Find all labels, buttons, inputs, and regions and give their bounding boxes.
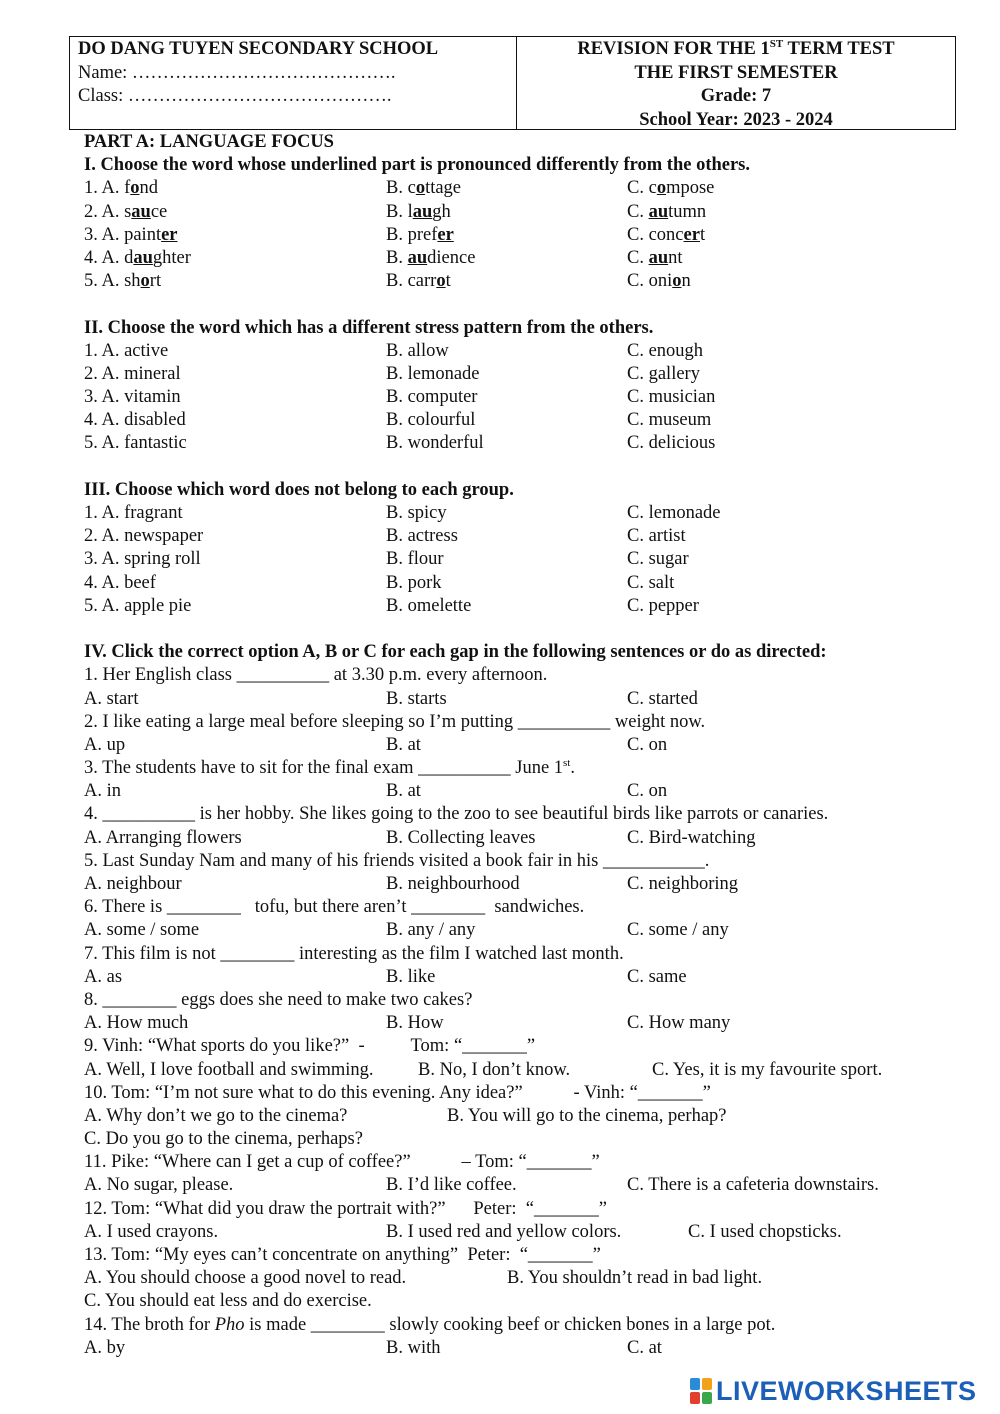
question-7-options xyxy=(84,966,964,989)
semester: THE FIRST SEMESTER xyxy=(634,62,838,83)
option-c[interactable]: C. lemonade xyxy=(627,503,721,523)
question-14-options xyxy=(84,1337,964,1360)
question-row xyxy=(84,224,964,247)
option-b[interactable]: B. You will go to the cinema, perhap? xyxy=(447,1105,727,1126)
question-7: 7. This film is not ________ interesting as the film I watched last month. xyxy=(84,943,624,964)
question-4-options xyxy=(84,827,964,850)
question-12-options xyxy=(84,1221,964,1244)
question-9: 9. Vinh: “What sports do you like?” - Tom: “_______” xyxy=(84,1036,536,1057)
question-row xyxy=(84,177,964,200)
question-row xyxy=(84,270,964,293)
option-c[interactable]: C. How many xyxy=(627,1013,731,1034)
question-1-options xyxy=(84,688,964,711)
option-b[interactable]: B. omelette xyxy=(386,595,472,616)
question-row xyxy=(84,525,964,548)
section-2-title: II. Choose the word which has a different stress pattern from the others. xyxy=(84,317,654,338)
test-title: REVISION FOR THE 1ST TERM TEST xyxy=(577,37,895,59)
option-b[interactable]: B. wonderful xyxy=(386,433,484,454)
question-4: 4. __________ is her hobby. She likes going to the zoo to see beautiful birds like parrots or canaries. xyxy=(84,804,829,825)
section-2-rows xyxy=(84,340,964,456)
name-line: Name: ……………………………………. xyxy=(78,62,396,83)
option-a[interactable]: 3. A. painter xyxy=(84,224,178,245)
option-c[interactable]: C. Bird-watching xyxy=(627,827,756,848)
option-a[interactable]: A. some / some xyxy=(84,920,200,941)
option-a[interactable]: A. by xyxy=(84,1337,126,1358)
option-a[interactable]: 4. A. daughter xyxy=(84,247,191,268)
option-a[interactable]: 4. A. beef xyxy=(84,572,156,593)
option-a[interactable]: 1. A. active xyxy=(84,340,169,361)
option-a[interactable]: 4. A. disabled xyxy=(84,410,186,431)
liveworksheets-logo: LIVEWORKSHEETS xyxy=(690,1374,977,1408)
option-b[interactable]: B. computer xyxy=(386,387,478,408)
option-b[interactable]: B. Collecting leaves xyxy=(386,827,536,848)
option-b[interactable]: B. How xyxy=(386,1013,444,1034)
option-c[interactable]: C. started xyxy=(627,688,698,709)
question-row xyxy=(84,201,964,224)
question-11: 11. Pike: “Where can I get a cup of coffee?” – Tom: “_______” xyxy=(84,1152,600,1173)
option-b[interactable]: B. actress xyxy=(386,526,458,547)
option-a[interactable]: A. You should choose a good novel to read. xyxy=(84,1268,407,1289)
option-a[interactable]: 2. A. sauce xyxy=(84,201,168,222)
option-b[interactable]: B. I’d like coffee. xyxy=(386,1175,517,1196)
option-c[interactable]: C. gallery xyxy=(627,363,700,384)
question-row xyxy=(84,432,964,455)
option-b[interactable]: B. I used red and yellow colors. xyxy=(386,1221,622,1242)
option-b[interactable]: B. pork xyxy=(386,572,442,593)
question-6: 6. There is ________ tofu, but there aren’t ________ sandwiches. xyxy=(84,897,585,918)
header-box xyxy=(69,36,956,130)
option-a[interactable]: 2. A. newspaper xyxy=(84,526,204,547)
option-a[interactable]: 5. A. fantastic xyxy=(84,433,187,454)
school-year: School Year: 2023 - 2024 xyxy=(639,109,833,130)
question-10-option-c[interactable]: C. Do you go to the cinema, perhaps? xyxy=(84,1129,363,1150)
option-c[interactable]: C. on xyxy=(627,734,668,755)
question-row xyxy=(84,548,964,571)
option-a[interactable]: A. Why don’t we go to the cinema? xyxy=(84,1105,348,1126)
question-row xyxy=(84,340,964,363)
question-12: 12. Tom: “What did you draw the portrait with?” Peter: “_______” xyxy=(84,1198,607,1219)
option-b[interactable]: B. at xyxy=(386,734,421,755)
option-b[interactable]: B. starts xyxy=(386,688,447,709)
class-line: Class: ……………………………………. xyxy=(78,86,392,106)
option-a[interactable]: A. No sugar, please. xyxy=(84,1175,234,1196)
option-b[interactable]: B. lemonade xyxy=(386,363,480,384)
option-a[interactable]: 5. A. apple pie xyxy=(84,595,192,616)
option-b[interactable]: B. spicy xyxy=(386,503,447,523)
section-3-title: III. Choose which word does not belong to each group. xyxy=(84,479,514,500)
header-left xyxy=(70,37,517,129)
option-b[interactable]: B. allow xyxy=(386,340,449,361)
option-a[interactable]: A. neighbour xyxy=(84,874,182,894)
option-a[interactable]: A. up xyxy=(84,734,126,755)
question-13: 13. Tom: “My eyes can’t concentrate on anything” Peter: “_______” xyxy=(84,1245,601,1265)
section-1-rows xyxy=(84,177,964,293)
option-a[interactable]: A. Arranging flowers xyxy=(84,827,242,848)
option-b[interactable]: B. prefer xyxy=(386,224,454,245)
option-b[interactable]: B. neighbourhood xyxy=(386,874,520,894)
option-c[interactable]: C. aunt xyxy=(627,247,683,268)
option-b[interactable]: B. colourful xyxy=(386,410,476,431)
question-2-options xyxy=(84,734,964,757)
question-13-option-c[interactable]: C. You should eat less and do exercise. xyxy=(84,1291,372,1312)
option-c[interactable]: C. pepper xyxy=(627,595,699,616)
question-8: 8. ________ eggs does she need to make two cakes? xyxy=(84,989,473,1010)
option-b[interactable]: B. carrot xyxy=(386,271,451,292)
question-14: 14. The broth for Pho is made ________ slowly cooking beef or chicken bones in a large pot. xyxy=(84,1314,776,1335)
option-c[interactable]: C. enough xyxy=(627,340,704,361)
option-a[interactable]: A. I used crayons. xyxy=(84,1221,219,1242)
option-c[interactable]: C. Yes, it is my favourite sport. xyxy=(652,1059,883,1080)
option-b[interactable]: B. any / any xyxy=(386,920,476,941)
question-3-options xyxy=(84,780,964,803)
option-c[interactable]: C. at xyxy=(627,1337,662,1358)
option-a[interactable]: 2. A. mineral xyxy=(84,363,181,384)
option-c[interactable]: C. I used chopsticks. xyxy=(688,1221,842,1242)
option-b[interactable]: B. at xyxy=(386,781,421,802)
question-10: 10. Tom: “I’m not sure what to do this evening. Any idea?” - Vinh: “_______” xyxy=(84,1082,711,1103)
option-a[interactable]: A. Well, I love football and swimming. xyxy=(84,1059,374,1080)
option-c[interactable]: C. some / any xyxy=(627,920,729,941)
question-row xyxy=(84,595,964,618)
option-c[interactable]: C. delicious xyxy=(627,433,716,454)
question-row xyxy=(84,363,964,386)
part-title: PART A: LANGUAGE FOCUS xyxy=(84,132,334,152)
question-6-options xyxy=(84,919,964,942)
option-a[interactable]: 3. A. vitamin xyxy=(84,387,181,408)
option-c[interactable]: C. neighboring xyxy=(627,874,738,894)
option-a[interactable]: 5. A. short xyxy=(84,271,162,292)
option-c[interactable]: C. autumn xyxy=(627,201,707,222)
question-row xyxy=(84,502,964,525)
option-c[interactable]: C. museum xyxy=(627,410,712,431)
option-c[interactable]: C. There is a cafeteria downstairs. xyxy=(627,1175,879,1196)
option-a[interactable]: A. How much xyxy=(84,1013,189,1034)
question-13-options xyxy=(84,1267,964,1290)
option-b[interactable]: B. laugh xyxy=(386,201,451,222)
question-9-options xyxy=(84,1059,964,1082)
option-c[interactable]: C. onion xyxy=(627,271,691,292)
option-b[interactable]: B. cottage xyxy=(386,178,462,199)
question-1: 1. Her English class __________ at 3.30 p.m. every afternoon. xyxy=(84,665,548,686)
option-b[interactable]: B. with xyxy=(386,1337,441,1358)
option-b[interactable]: B. like xyxy=(386,966,436,987)
option-c[interactable]: C. artist xyxy=(627,526,686,547)
question-2: 2. I like eating a large meal before sleeping so I’m putting __________ weight now. xyxy=(84,711,706,732)
option-a[interactable]: 1. A. fond xyxy=(84,178,158,199)
option-a[interactable]: 1. A. fragrant xyxy=(84,503,183,523)
option-c[interactable]: C. musician xyxy=(627,387,716,408)
option-a[interactable]: A. in xyxy=(84,781,121,802)
question-row xyxy=(84,247,964,270)
section-1-title: I. Choose the word whose underlined part is pronounced differently from the others. xyxy=(84,155,751,176)
header-right xyxy=(517,37,955,129)
option-a[interactable]: A. as xyxy=(84,966,123,987)
section-4-title: IV. Click the correct option A, B or C for each gap in the following sentences or do as directed: xyxy=(84,642,827,663)
option-b[interactable]: B. No, I don’t know. xyxy=(418,1059,571,1080)
option-a[interactable]: A. start xyxy=(84,688,139,709)
question-11-options xyxy=(84,1174,964,1197)
option-b[interactable]: B. audience xyxy=(386,247,476,268)
option-a[interactable]: 3. A. spring roll xyxy=(84,549,201,570)
option-c[interactable]: C. compose xyxy=(627,178,715,199)
grade: Grade: 7 xyxy=(700,86,772,106)
school-name: DO DANG TUYEN SECONDARY SCHOOL xyxy=(78,39,439,59)
option-c[interactable]: C. salt xyxy=(627,572,675,593)
question-5: 5. Last Sunday Nam and many of his friends visited a book fair in his ___________. xyxy=(84,850,710,871)
option-c[interactable]: C. on xyxy=(627,781,668,802)
question-10-options xyxy=(84,1105,964,1128)
section-3-rows xyxy=(84,502,964,618)
question-5-options xyxy=(84,873,964,896)
question-8-options xyxy=(84,1012,964,1035)
question-3: 3. The students have to sit for the final exam __________ June 1st. xyxy=(84,756,575,779)
worksheet-content xyxy=(84,131,964,1360)
option-c[interactable]: C. sugar xyxy=(627,549,689,570)
question-row xyxy=(84,386,964,409)
option-c[interactable]: C. same xyxy=(627,966,687,987)
question-row xyxy=(84,409,964,432)
option-b[interactable]: B. flour xyxy=(386,549,444,570)
liveworksheets-icon xyxy=(690,1378,712,1404)
option-b[interactable]: B. You shouldn’t read in bad light. xyxy=(507,1268,763,1289)
option-c[interactable]: C. concert xyxy=(627,224,706,245)
question-row xyxy=(84,572,964,595)
